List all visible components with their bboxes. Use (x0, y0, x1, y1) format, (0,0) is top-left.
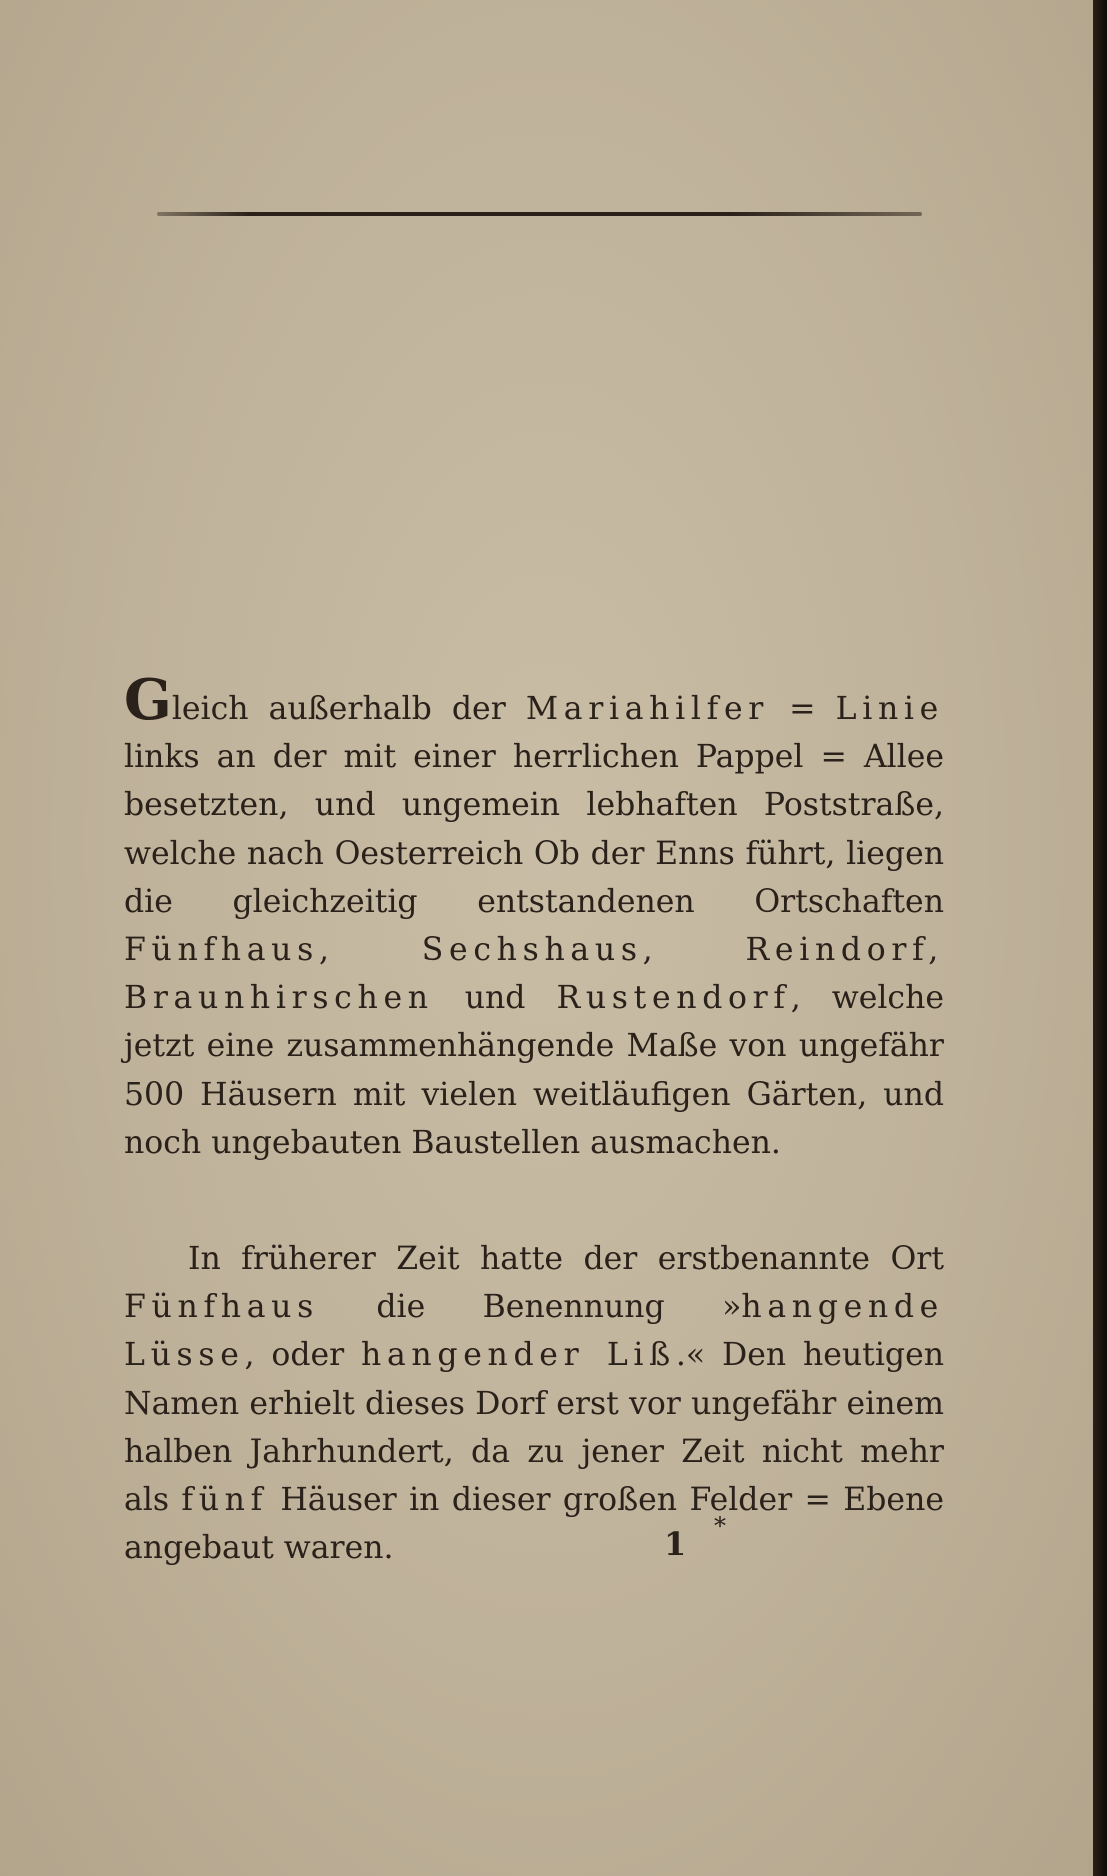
paragraph-1 (124, 667, 944, 1167)
text-run: .« Den heutigen Namen erhielt dieses Dorf erst vor ungefähr einem halben Jahrhundert, da zu jener Zeit nicht mehr als (124, 1337, 945, 1519)
text-run: = (769, 691, 836, 727)
spaced-text: hangende Lüsse (124, 1289, 944, 1374)
text-run: die Benennung » (318, 1289, 742, 1326)
spaced-text: hangender Liß (361, 1337, 676, 1374)
text-run: links an der mit einer herrlichen Pappel = Allee besetzten, und ungemein lebhaften Poststraße, welche nach Oesterreich Ob der Enns führt, liegen die gleichzeitig entstandenen Ortschaften (124, 739, 944, 920)
text-run: und (433, 980, 557, 1017)
spaced-text: Linie (835, 691, 944, 727)
text-run: , oder (244, 1337, 361, 1374)
page-edge (1093, 0, 1107, 1876)
spaced-text: fünf (181, 1482, 268, 1519)
signature-mark: * (714, 1512, 726, 1540)
text-run: Häuser in dieser großen Felder = Ebene angebaut waren. (124, 1482, 944, 1567)
paragraph-2 (124, 1235, 944, 1572)
spaced-text: Fünfhaus, Sechshaus, Reindorf, Braunhirschen (124, 932, 944, 1017)
spaced-text: Rustendorf (556, 980, 791, 1017)
body-text (124, 667, 945, 1572)
page-number: 1 (664, 1525, 687, 1563)
text-run: leich außerhalb der (171, 691, 526, 727)
spaced-text: Mariahilfer (525, 691, 769, 727)
text-run: , welche jetzt eine zusammenhängende Maße von ungefähr 500 Häusern mit vielen weitläufigen Gärten, und noch ungebauten Baustellen ausmachen. (124, 980, 944, 1161)
spaced-text: Fünfhaus (124, 1289, 319, 1326)
header-rule (157, 212, 922, 216)
drop-cap: G (124, 667, 172, 733)
text-run: In früherer Zeit hatte der erstbenannte Ort (188, 1241, 944, 1278)
